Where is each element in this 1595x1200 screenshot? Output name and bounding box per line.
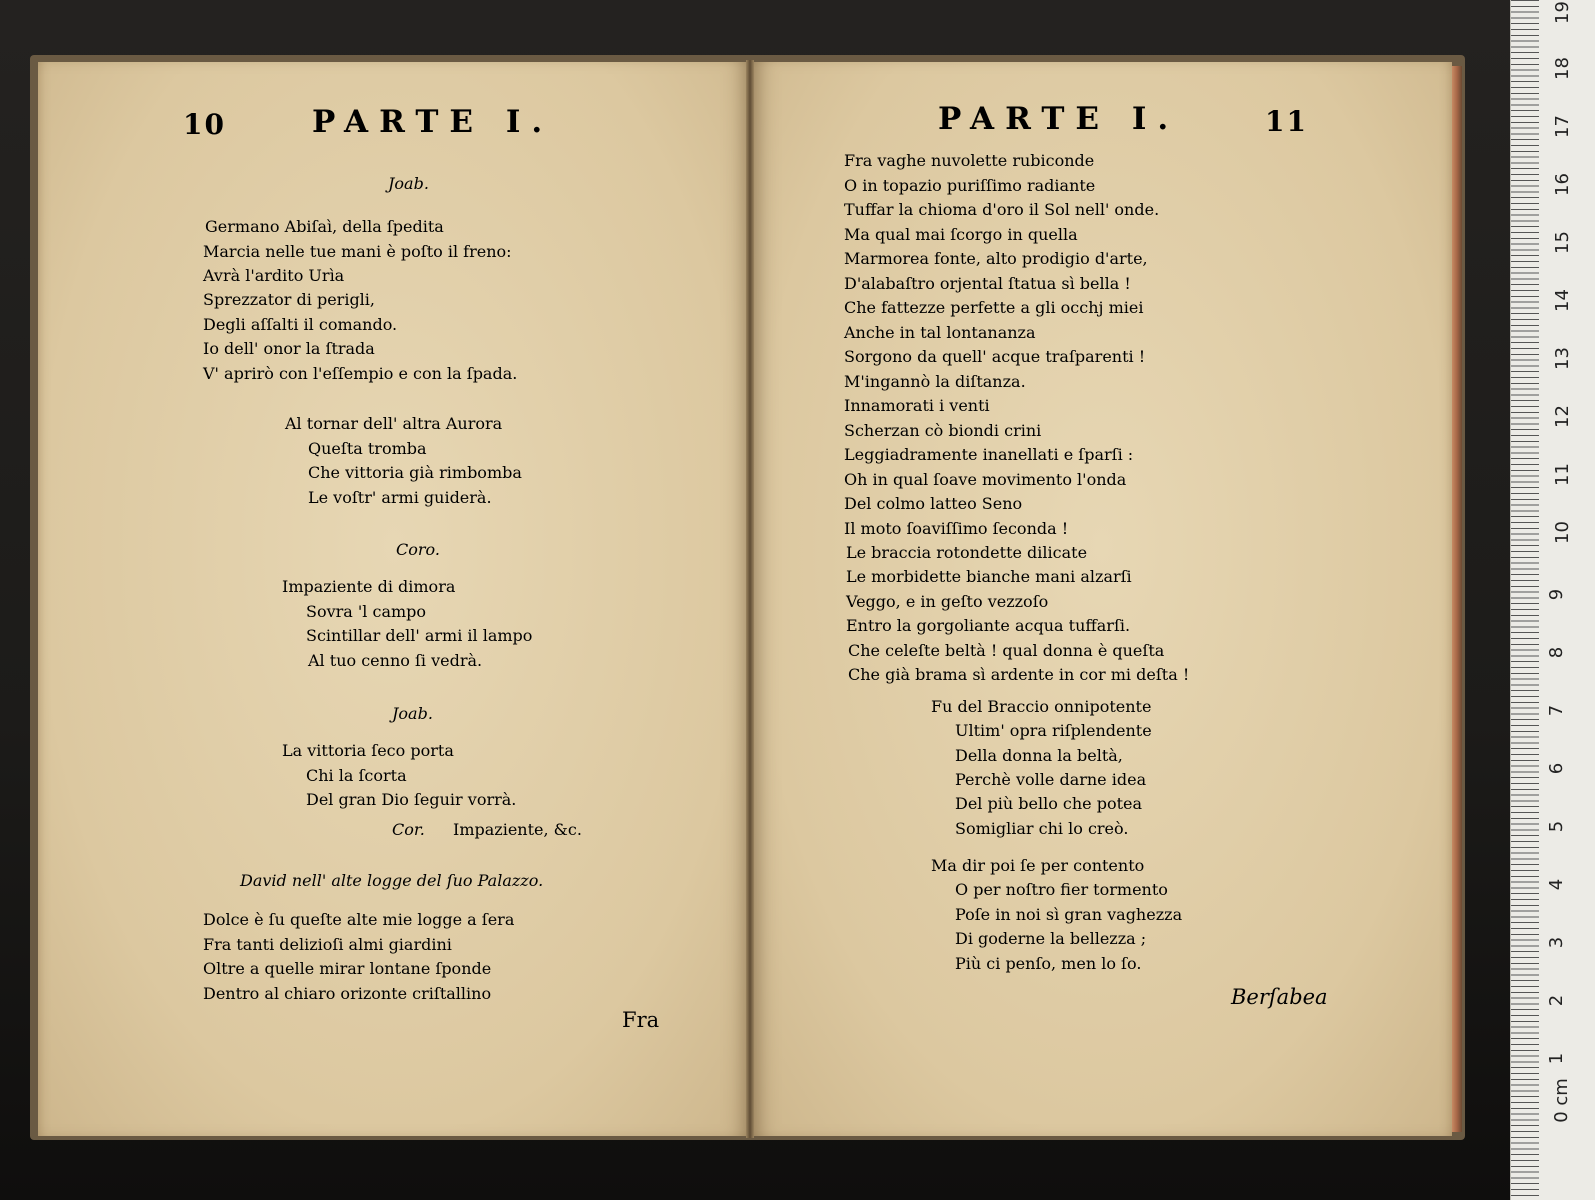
verse-line: Ma qual mai ſcorgo in quella (844, 225, 1078, 244)
verse-line: M'ingannò la diſtanza. (844, 372, 1026, 391)
verse-line: Scintillar dell' armi il lampo (306, 626, 533, 645)
verse-line: Chi la ſcorta (306, 766, 407, 785)
verse-line: Leggiadramente inanellati e ſparſi : (844, 445, 1134, 464)
verse-line: Fu del Braccio onnipotente (931, 697, 1152, 716)
verse-line: Poſe in noi sì gran vaghezza (955, 905, 1183, 924)
ruler-number: 9 (1546, 588, 1568, 601)
ruler-number: 11 (1551, 463, 1573, 486)
verse-line: Che fattezze perfette a gli occhj miei (844, 298, 1144, 317)
ruler-number: 18 (1551, 57, 1573, 80)
right-page-number: 11 (1265, 105, 1308, 138)
verse-line: V' aprirò con l'eſſempio e con la ſpada. (203, 364, 518, 383)
verse-line: Degli aſſalti il comando. (203, 315, 398, 334)
ruler-number: 3 (1546, 936, 1568, 949)
verse-line: Più ci penſo, men lo ſo. (955, 954, 1142, 973)
left-page-number: 10 (183, 108, 226, 141)
verse-line: Io dell' onor la ſtrada (203, 339, 375, 358)
verse-line: Dolce è ſu queſte alte mie logge a ſera (203, 910, 515, 929)
verse-line: Al tornar dell' altra Aurora (285, 414, 503, 433)
verse-line: Che vittoria già rimbomba (308, 463, 522, 482)
page-edge (1452, 66, 1462, 1132)
ruler-number: 7 (1546, 704, 1568, 717)
verse-line: Tuffar la chioma d'oro il Sol nell' onde. (844, 200, 1160, 219)
cor-text: Impaziente, &c. (453, 820, 582, 839)
verse-line: Avrà l'ardito Urìa (203, 266, 345, 285)
verse-line: D'alabaſtro orjental ſtatua sì bella ! (844, 274, 1131, 293)
verse-line: Che celeſte beltà ! qual donna è queſta (848, 641, 1165, 660)
ruler-number: 12 (1551, 405, 1573, 428)
verse-line: Sprezzator di perigli, (203, 290, 375, 309)
verse-line: Della donna la beltà, (955, 746, 1123, 765)
verse-line: Entro la gorgoliante acqua tuffarſi. (846, 616, 1131, 635)
cor-label: Cor. (392, 820, 425, 839)
verse-line: Oltre a quelle mirar lontane ſponde (203, 959, 492, 978)
left-catchword: Fra (622, 1008, 660, 1032)
verse-line: O in topazio puriſſimo radiante (844, 176, 1096, 195)
verse-line: Perchè volle darne idea (955, 770, 1147, 789)
speaker-coro: Coro. (396, 540, 440, 559)
verse-line: Scherzan cò biondi crini (844, 421, 1042, 440)
ruler-number: 19 (1551, 1, 1573, 24)
speaker-joab-2: Joab. (392, 704, 433, 723)
ruler-number: 16 (1551, 173, 1573, 196)
stage-direction: David nell' alte logge del ſuo Palazzo. (240, 871, 544, 890)
verse-line: Di goderne la bellezza ; (955, 929, 1147, 948)
ruler-number: 10 (1551, 521, 1573, 544)
verse-line: Veggo, e in geſto vezzoſo (846, 592, 1049, 611)
verse-line: Innamorati i venti (844, 396, 990, 415)
ruler-number: 14 (1551, 289, 1573, 312)
verse-line: Marcia nelle tue mani è poſto il freno: (203, 242, 512, 261)
verse-line: Che già brama sì ardente in cor mi deſta ! (848, 665, 1190, 684)
speaker-joab-1: Joab. (388, 174, 429, 193)
verse-line: Impaziente di dimora (282, 577, 456, 596)
verse-line: Oh in qual ſoave movimento l'onda (844, 470, 1127, 489)
verse-line: Al tuo cenno ſi vedrà. (308, 651, 483, 670)
verse-line: Ultim' opra riſplendente (955, 721, 1152, 740)
ruler-number: 5 (1546, 820, 1568, 833)
ruler-number: 2 (1546, 994, 1568, 1007)
verse-line: Del colmo latteo Seno (844, 494, 1023, 513)
verse-line: Le braccia rotondette dilicate (846, 543, 1088, 562)
verse-line: Somigliar chi lo creò. (955, 819, 1129, 838)
ruler-number: 17 (1551, 115, 1573, 138)
gutter (746, 60, 754, 1138)
verse-line: Del più bello che potea (955, 794, 1143, 813)
ruler-number: 13 (1551, 347, 1573, 370)
verse-line: Queſta tromba (308, 439, 427, 458)
verse-line: Sorgono da quell' acque traſparenti ! (844, 347, 1146, 366)
verse-line: Le voſtr' armi guiderà. (308, 488, 492, 507)
measurement-ruler (1510, 0, 1595, 1200)
verse-line: Ma dir poi ſe per contento (931, 856, 1145, 875)
right-catchword: Berſabea (1231, 985, 1328, 1009)
verse-line: Le morbidette bianche mani alzarſi (846, 567, 1132, 586)
ruler-number: 1 (1546, 1052, 1568, 1065)
verse-line: Marmorea fonte, alto prodigio d'arte, (844, 249, 1148, 268)
ruler-label: 0 cm (1550, 1078, 1572, 1123)
verse-line: Anche in tal lontananza (844, 323, 1036, 342)
right-running-head: PARTE I. (938, 101, 1180, 137)
ruler-ticks (1511, 0, 1539, 1200)
ruler-number: 15 (1551, 231, 1573, 254)
verse-line: Fra tanti delizioſi almi giardini (203, 935, 452, 954)
left-running-head: PARTE I. (312, 104, 554, 140)
ruler-number: 6 (1546, 762, 1568, 775)
verse-line: Fra vaghe nuvolette rubiconde (844, 151, 1095, 170)
ruler-number: 4 (1546, 878, 1568, 891)
ruler-number: 8 (1546, 646, 1568, 659)
verse-line: Sovra 'l campo (306, 602, 427, 621)
verse-line: Dentro al chiaro orizonte criſtallino (203, 984, 492, 1003)
verse-line: O per noſtro fier tormento (955, 880, 1168, 899)
verse-line: Il moto ſoaviſſimo ſeconda ! (844, 519, 1069, 538)
verse-line: Del gran Dio ſeguir vorrà. (306, 790, 517, 809)
verse-line: Germano Abiſaì, della ſpedita (205, 217, 444, 236)
verse-line: La vittoria ſeco porta (282, 741, 454, 760)
